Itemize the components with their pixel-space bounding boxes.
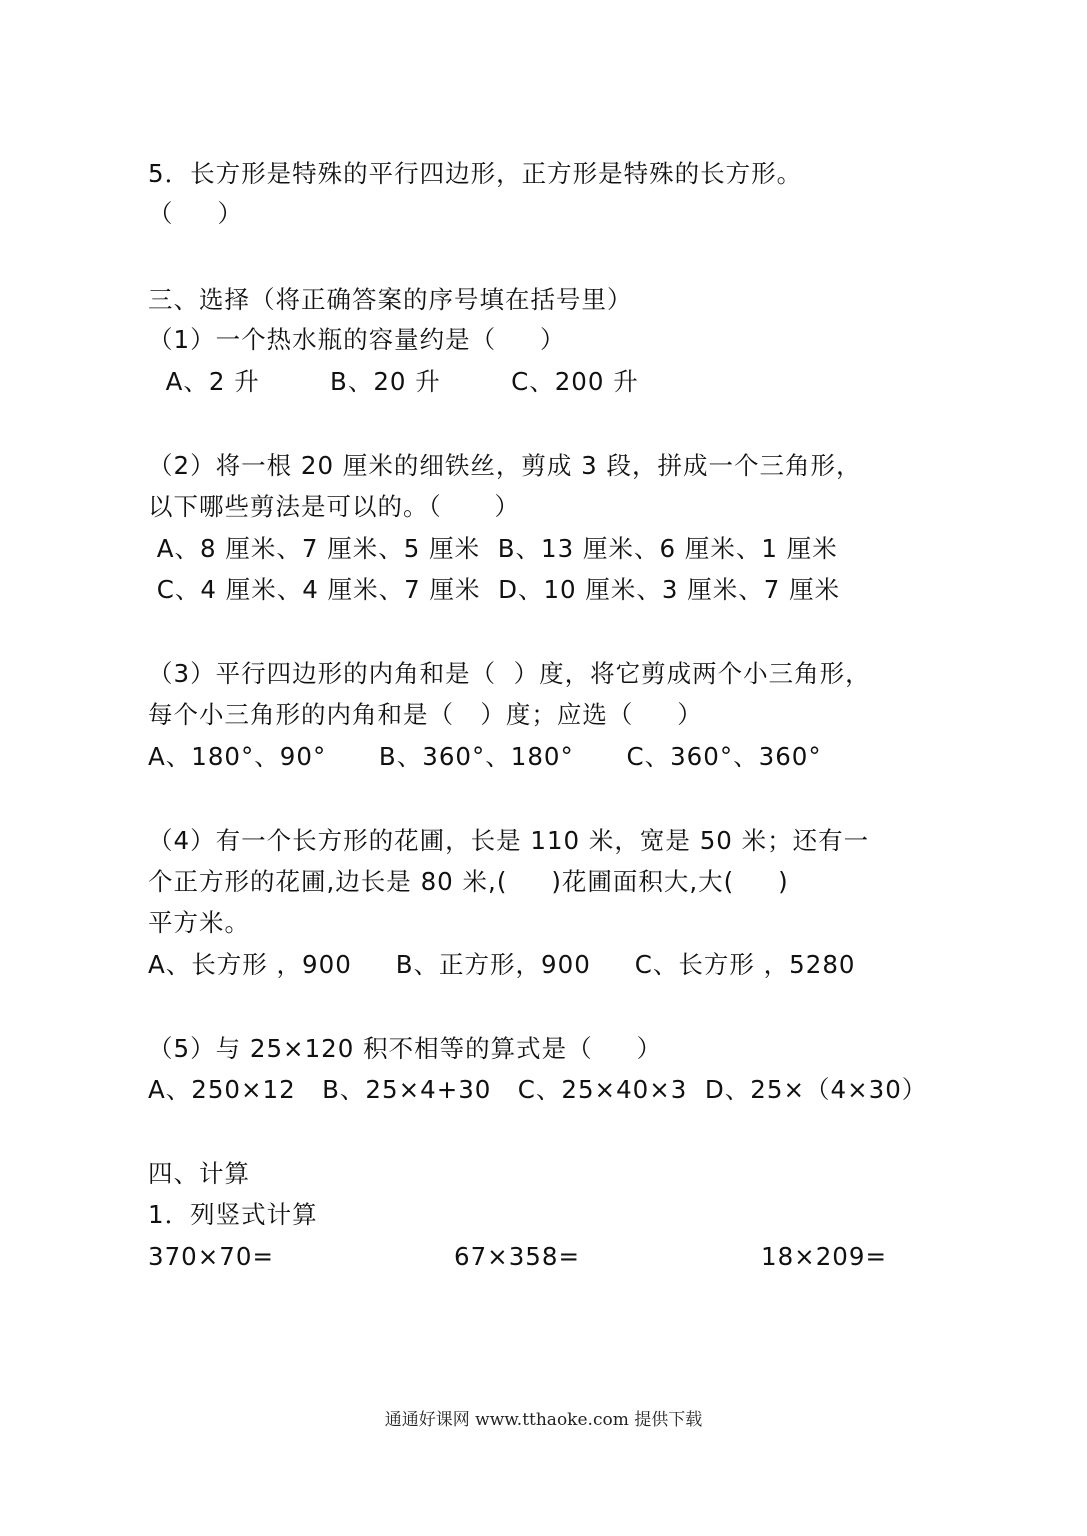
calc-expr-1: 370×70=	[148, 1242, 274, 1271]
calc-expr-3: 18×209=	[761, 1242, 887, 1271]
footer-source-text: 通通好课网 www.tthaoke.com 提供下载	[384, 1410, 703, 1430]
q2-options-line1: A、8 厘米、7 厘米、5 厘米 B、13 厘米、6 厘米、1 厘米	[148, 534, 838, 563]
q4-stem-line2: 个正方形的花圃,边长是 80 米,( )花圃面积大,大( )	[148, 867, 789, 896]
q5-options: A、250×12 B、25×4+30 C、25×40×3 D、25×（4×30）	[148, 1075, 928, 1104]
q4-stem-line1: （4）有一个长方形的花圃，长是 110 米，宽是 50 米；还有一	[148, 826, 870, 855]
q1-stem: （1）一个热水瓶的容量约是（ ）	[148, 325, 566, 354]
q2-options-line2: C、4 厘米、4 厘米、7 厘米 D、10 厘米、3 厘米、7 厘米	[148, 575, 841, 604]
section4-sub1: 1．列竖式计算	[148, 1200, 318, 1229]
q5-stem: （5）与 25×120 积不相等的算式是（ ）	[148, 1034, 663, 1063]
section3-heading: 三、选择（将正确答案的序号填在括号里）	[148, 285, 633, 314]
q2-stem-line2: 以下哪些剪法是可以的。（ ）	[148, 492, 520, 521]
section4-heading: 四、计算	[148, 1159, 250, 1188]
calc-expr-2: 67×358=	[454, 1242, 580, 1271]
q4-options: A、长方形 ，900 B、正方形，900 C、长方形 ，5280	[148, 950, 856, 979]
q3-stem-line1: （3）平行四边形的内角和是（ ）度，将它剪成两个小三角形，	[148, 659, 871, 688]
judge-q5-text: 5．长方形是特殊的平行四边形，正方形是特殊的长方形。	[148, 159, 803, 188]
q3-stem-line2: 每个小三角形的内角和是（ ）度；应选（ ）	[148, 700, 703, 729]
q1-options: A、2 升 B、20 升 C、200 升	[148, 367, 639, 396]
q4-stem-line3: 平方米。	[148, 908, 250, 937]
judge-q5-blank: （ ）	[148, 199, 243, 228]
q3-options: A、180°、90° B、360°、180° C、360°、360°	[148, 742, 822, 771]
q2-stem-line1: （2）将一根 20 厘米的细铁丝，剪成 3 段，拼成一个三角形，	[148, 451, 862, 480]
